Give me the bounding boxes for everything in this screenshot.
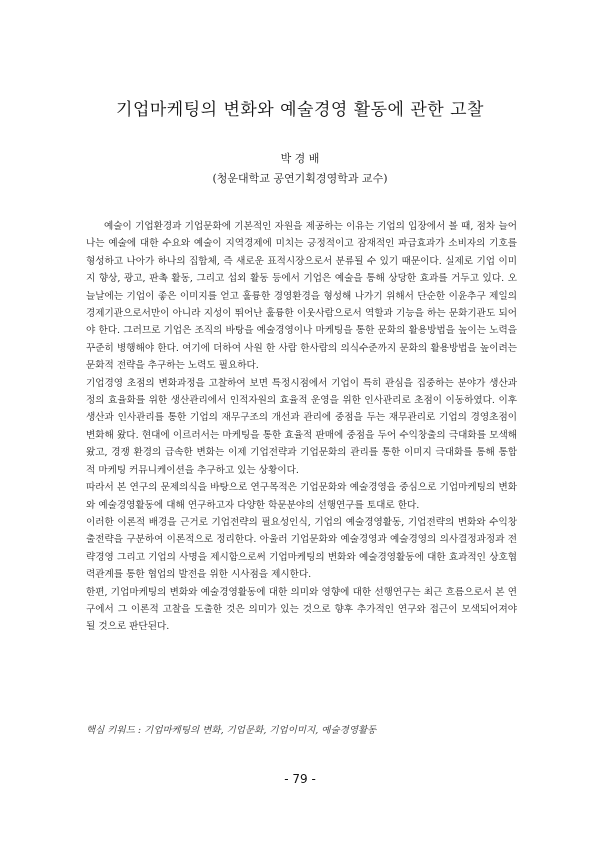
abstract xyxy=(86,218,517,636)
abstract-paragraph-4: 이러한 이론적 배경을 근거로 기업전략의 필요성인식, 기업의 예술경영활동, 기업전략의 변화와 수익창출전략을 구분하여 이론적으로 정리한다. 아울러 기업문화와 예술경영과 예술경영의 의사결정과정과 전략경영 그리고 기업의 사명을 제시함으로써 기업마케팅의 변화와 예술경영활동에 대한 효과적인 상호협력관계를 통한 협업의 발전을 위한 시사점을 제시한다. xyxy=(86,516,517,581)
page-number: - 79 - xyxy=(284,772,316,786)
abstract-paragraph-1: 예술이 기업환경과 기업문화에 기본적인 자원을 제공하는 이유는 기업의 입장에서 볼 때, 점차 늘어나는 예술에 대한 수요와 예술이 지역경제에 미치는 긍정적이고 잠재적인 파급효과가 소비자의 기호를 형성하고 나아가 하나의 집합체, 즉 새로운 표적시장으로서 분류될 수 있기 때문이다. 실제로 기업 이미지 향상, 광고, 판촉 활동, 그리고 섭외 활동 등에서 기업은 예술을 통해 상당한 효과를 거두고 있다. 오늘날에는 기업이 좋은 이미지를 얻고 훌륭한 경영환경을 형성해 나가기 위해서 단순한 이윤추구 제일의 경제기관으로서만이 아니라 지성이 뛰어난 훌륭한 이웃사람으로서 역할과 기능을 하는 문화기관도 되어야 한다. 그러므로 기업은 조직의 바탕을 예술경영이나 마케팅을 통한 문화의 활용방법을 높이는 노력을 꾸준히 병행해야 한다. 여기에 더하여 사원 한 사람 한사람의 의식수준까지 문화의 활용방법을 높이려는 문화적 전략을 추구하는 노력도 필요하다. xyxy=(86,221,517,372)
author-affiliation: (청운대학교 공연기획경영학과 교수) xyxy=(212,172,388,185)
abstract-paragraph-3: 따라서 본 연구의 문제의식을 바탕으로 연구목적은 기업문화와 예술경영을 중심으로 기업마케팅의 변화와 예술경영활동에 대해 연구하고자 다양한 학문분야의 선행연구를 토대로 한다. xyxy=(86,482,517,511)
keywords: 핵심 키워드 : 기업마케팅의 변화, 기업문화, 기업이미지, 예술경영활동 xyxy=(86,725,377,736)
abstract-paragraph-5: 한편, 기업마케팅의 변화와 예술경영활동에 대한 의미와 영향에 대한 선행연구는 최근 흐름으로서 본 연구에서 그 이론적 고찰을 도출한 것은 의미가 있는 것으로 향후 추가적인 연구와 접근이 모색되어져야 될 것으로 판단된다. xyxy=(86,586,517,633)
abstract-paragraph-2: 기업경영 초점의 변화과정을 고찰하여 보면 특정시점에서 기업이 특히 관심을 집중하는 분야가 생산과정의 효율화를 위한 생산관리에서 인적자원의 효율적 운영을 위한 인사관리로 초점이 이동하였다. 이후 생산과 인사관리를 통한 기업의 재무구조의 개선과 관리에 중점을 두는 재무관리로 기업의 경영초점이 변화해 왔다. 현대에 이르러서는 마케팅을 통한 효율적 판매에 중점을 두어 수익창출의 극대화를 모색해 왔고, 경쟁 환경의 급속한 변화는 이제 기업전략과 기업문화의 관리를 통한 이미지 극대화를 통해 통합적 마케팅 커뮤니케이션을 추구하고 있는 상황이다. xyxy=(86,377,517,476)
paper-title: 기업마케팅의 변화와 예술경영 활동에 관한 고찰 xyxy=(116,100,484,120)
author-name: 박 경 배 xyxy=(280,152,320,165)
